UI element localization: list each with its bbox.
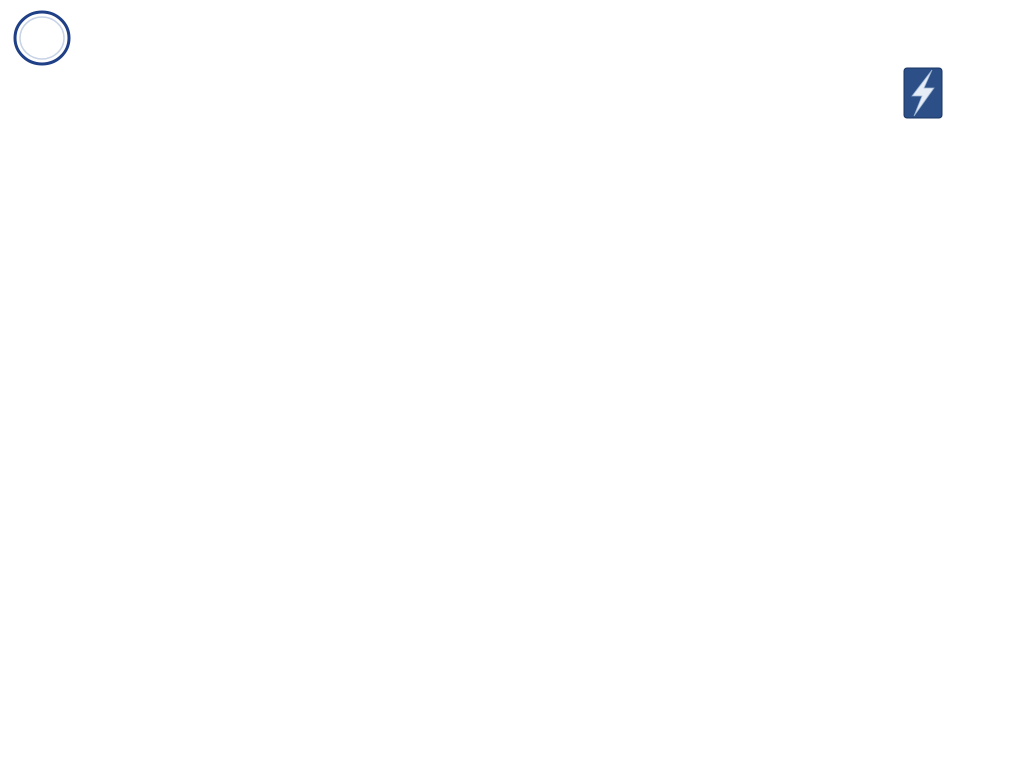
- ucte-ipsups-study-logo: [12, 8, 112, 70]
- ucte-logo: [796, 66, 946, 122]
- logo-ring-icon: [12, 8, 72, 70]
- lightning-bolt-icon: [900, 66, 944, 120]
- bottom-dot-divider: [0, 706, 1024, 726]
